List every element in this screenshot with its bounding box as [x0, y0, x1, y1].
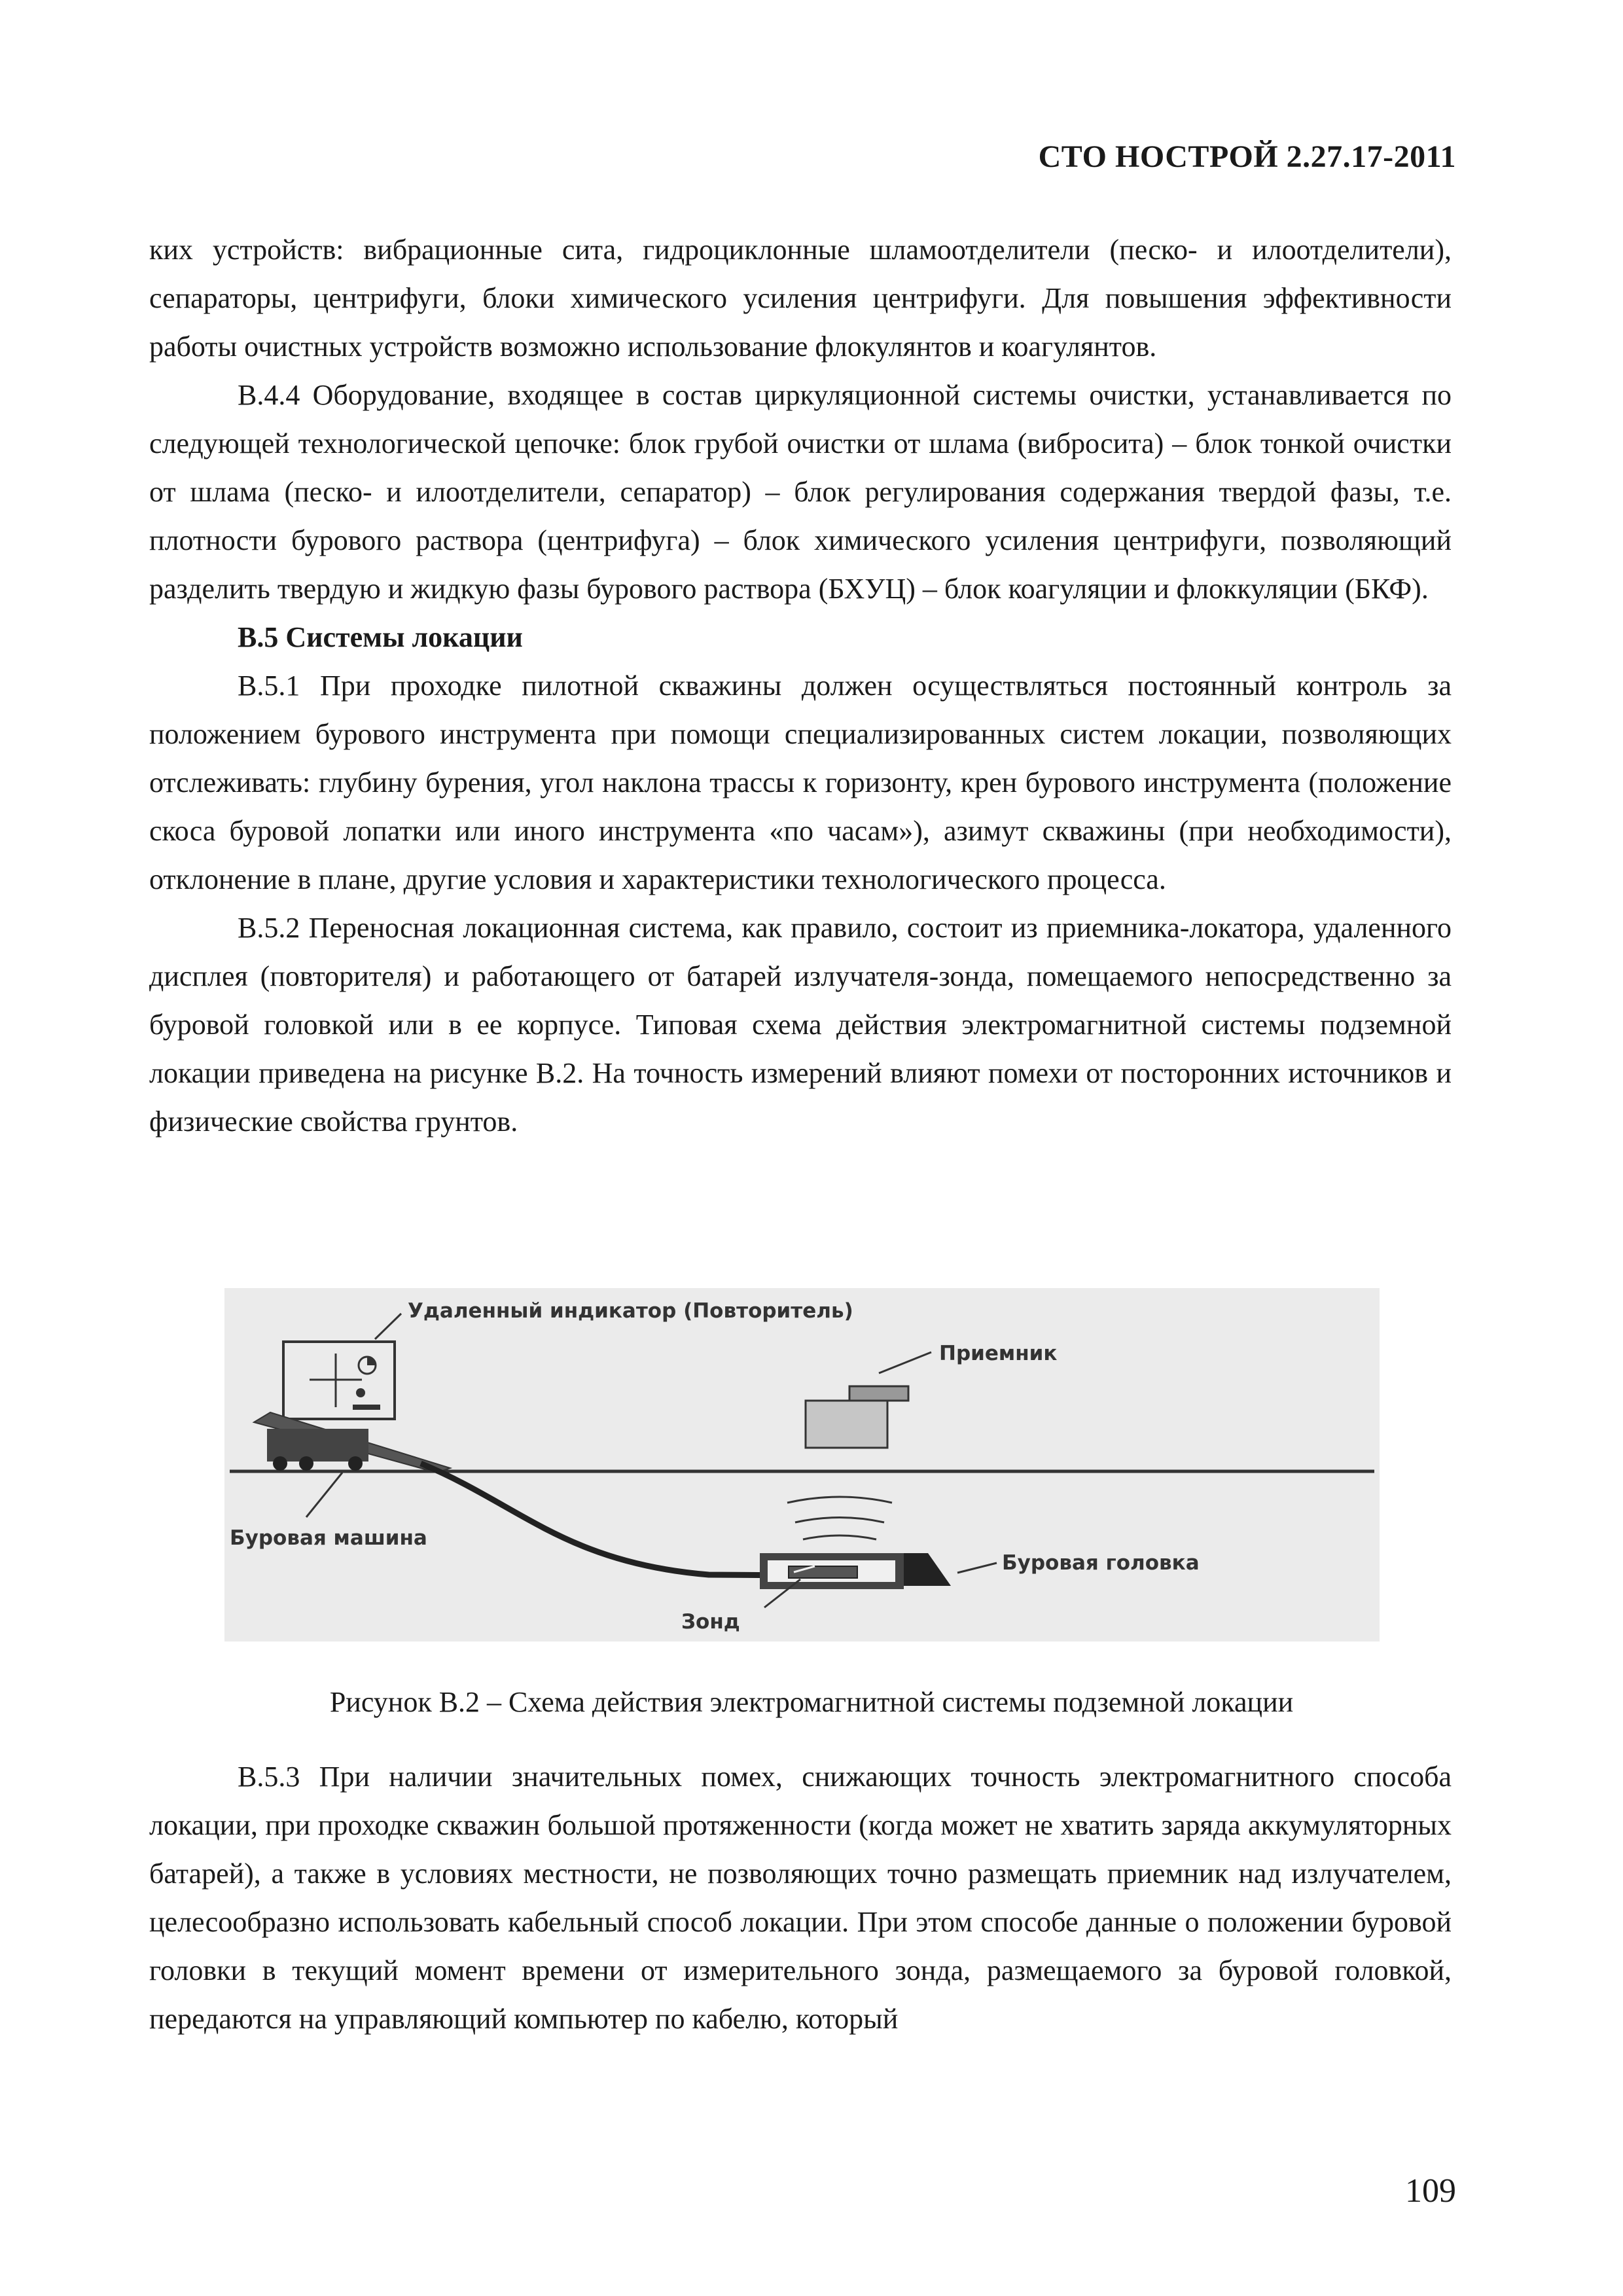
label-drill-machine: Буровая машина [230, 1526, 427, 1550]
receiver-pointer [879, 1352, 931, 1373]
remote-indicator-device [283, 1342, 395, 1419]
main-text-top [149, 226, 1452, 1146]
section-title-b-5: В.5 Системы локации [238, 621, 523, 653]
paragraph-b-5-1: В.5.1 При проходке пилотной скважины должен осуществляться постоянный контроль за положением бурового инструмента при помощи специализированных систем локации, позволяющих отслеживать: глубину бурения, угол наклона трассы к горизонту, крен бурового инструмента (положение скоса буровой лопатки или иного инструмента «по часам»), азимут скважины (при необходимости), отклонение в плане, другие условия и характеристики технологического процесса. [149, 670, 1452, 895]
label-remote-indicator: Удаленный индикатор (Повторитель) [408, 1299, 853, 1323]
figure-diagram [224, 1288, 1380, 1641]
label-receiver: Приемник [939, 1342, 1058, 1365]
figure-caption: Рисунок В.2 – Схема действия электромагнитной системы подземной локации [329, 1686, 1294, 1718]
drill-machine-pointer [306, 1473, 342, 1517]
indicator-pointer [375, 1314, 401, 1339]
document-header: СТО НОСТРОЙ 2.27.17-2011 [1038, 139, 1456, 174]
figure-b-2 [224, 1288, 1380, 1641]
paragraph-b-4-4: В.4.4 Оборудование, входящее в состав циркуляционной системы очистки, устанавливается по следующей технологической цепочке: блок грубой очистки от шлама (вибросита) – блок тонкой очистки от шлама (песко- и илоотделители, сепаратор) – блок регулирования содержания твердой фазы, т.е. плотности бурового раствора (центрифуга) – блок химического усиления центрифуги, позволяющий разделить твердую и жидкую фазы бурового раствора (БХУЦ) – блок коагуляции и флоккуляции (БКФ). [149, 379, 1452, 605]
paragraph-continuation: ких устройств: вибрационные сита, гидроциклонные шламоотделители (песко- и илоотделители), сепараторы, центрифуги, блоки химического усиления центрифуги. Для повышения эффективности работы очистных устройств возможно использование флокулянтов и коагулянтов. [149, 234, 1452, 363]
receiver-device [806, 1386, 908, 1448]
label-probe: Зонд [681, 1610, 740, 1634]
page-number: 109 [1405, 2172, 1456, 2210]
drill-head [760, 1553, 951, 1589]
main-text-bottom [149, 1753, 1452, 2043]
em-waves [787, 1497, 892, 1539]
paragraph-b-5-2: В.5.2 Переносная локационная система, как правило, состоит из приемника-локатора, удаленного дисплея (повторителя) и работающего от батарей излучателя-зонда, помещаемого непосредственно за буровой головкой или в ее корпусе. Типовая схема действия электромагнитной системы подземной локации приведена на рисунке В.2. На точность измерений влияют помехи от посторонних источников и физические свойства грунтов. [149, 912, 1452, 1138]
paragraph-b-5-3: В.5.3 При наличии значительных помех, снижающих точность электромагнитного способа локации, при проходке скважин большой протяженности (когда может не хватить заряда аккумуляторных батарей), а также в условиях местности, не позволяющих точно размещать приемник над излучателем, целесообразно использовать кабельный способ локации. При этом способе данные о положении буровой головки в текущий момент времени от измерительного зонда, размещаемого за буровой головкой, передаются на управляющий компьютер по кабелю, который [149, 1761, 1452, 2035]
drill-head-pointer [957, 1563, 997, 1573]
label-drill-head: Буровая головка [1002, 1551, 1200, 1575]
